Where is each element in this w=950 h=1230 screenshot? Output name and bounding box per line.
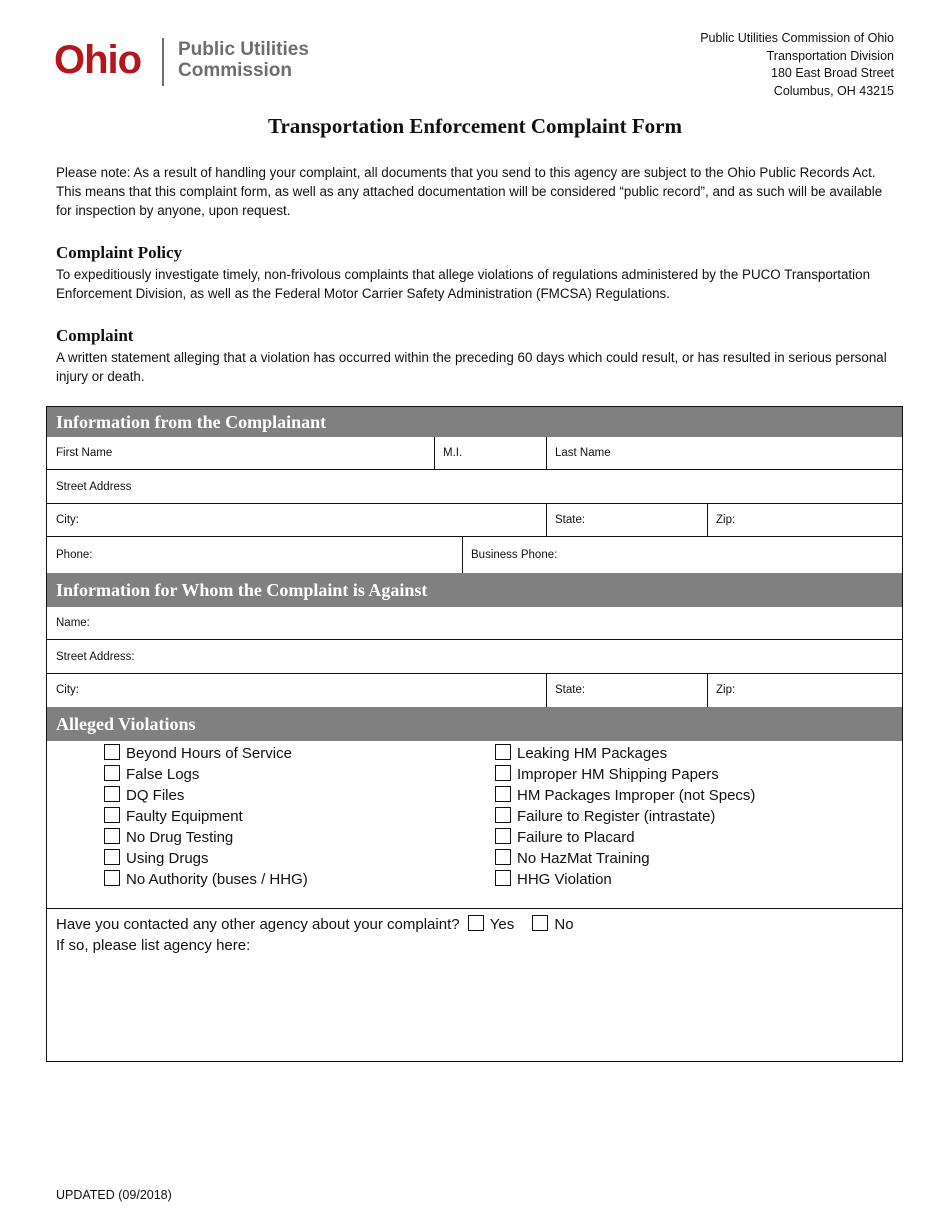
checkbox[interactable] [104, 744, 120, 760]
city-label: City: [56, 684, 79, 696]
public-records-notice: Please note: As a result of handling your complaint, all documents that you send to this agency are subject to the Ohio Public Records Act. This means that this complaint form, as well as any attached documentation will be considered “public record”, and as such will be available for inspection by anyone, upon request. [56, 165, 883, 218]
complainant-street-field[interactable] [47, 470, 902, 504]
checkbox[interactable] [495, 870, 511, 886]
complaint-policy-heading: Complaint Policy [56, 243, 183, 262]
violation-option[interactable] [104, 765, 199, 785]
complainant-phone-field[interactable] [47, 537, 462, 573]
violation-label: No HazMat Training [517, 850, 650, 867]
violation-option[interactable] [495, 744, 667, 764]
complainant-section-header: Information from the Complainant [47, 407, 902, 437]
other-agency-question-row [56, 915, 574, 935]
violation-option[interactable] [495, 849, 650, 869]
updated-date: UPDATED (09/2018) [56, 1188, 172, 1202]
cell-divider [707, 674, 708, 707]
no-checkbox[interactable] [532, 915, 548, 931]
agency-address [700, 30, 894, 100]
violation-option[interactable] [104, 870, 308, 890]
cell-divider [546, 674, 547, 707]
address-line: 180 East Broad Street [771, 66, 894, 80]
business-phone-label: Business Phone: [471, 549, 558, 561]
no-label: No [554, 916, 574, 933]
zip-label: Zip: [716, 684, 736, 696]
cell-divider [434, 437, 435, 470]
checkbox[interactable] [495, 807, 511, 823]
checkbox[interactable] [495, 765, 511, 781]
yes-checkbox[interactable] [468, 915, 484, 931]
address-line: Columbus, OH 43215 [773, 83, 894, 98]
violation-label: No Authority (buses / HHG) [126, 871, 308, 888]
checkbox[interactable] [495, 849, 511, 865]
violations-section-header: Alleged Violations [47, 707, 902, 741]
name-label: Name: [56, 617, 90, 629]
state-label: State: [555, 514, 586, 526]
logo-org-line1: Public Utilities [178, 39, 309, 60]
checkbox[interactable] [104, 870, 120, 886]
complainant-state-field[interactable] [546, 504, 707, 537]
violation-label: DQ Files [126, 787, 185, 804]
middle-initial-field[interactable] [434, 437, 546, 470]
violation-option[interactable] [104, 828, 233, 848]
other-agency-question: Have you contacted any other agency about your complaint? [56, 916, 460, 933]
agency-list-prompt: If so, please list agency here: [56, 937, 251, 954]
violation-label: HHG Violation [517, 871, 612, 888]
respondent-name-field[interactable] [47, 607, 902, 640]
respondent-city-field[interactable] [47, 674, 546, 707]
respondent-section-header: Information for Whom the Complaint is Against [47, 573, 902, 607]
violation-option[interactable] [495, 786, 755, 806]
complainant-zip-field[interactable] [707, 504, 902, 537]
violation-option[interactable] [495, 828, 635, 848]
violation-label: False Logs [126, 766, 200, 783]
address-line: Public Utilities Commission of Ohio [700, 31, 894, 45]
checkbox[interactable] [104, 765, 120, 781]
violation-label: Using Drugs [126, 850, 209, 867]
violation-label: No Drug Testing [126, 829, 234, 846]
middle-initial-label: M.I. [443, 447, 463, 459]
puco-logo [54, 36, 324, 88]
phone-label: Phone: [56, 549, 93, 561]
complainant-city-field[interactable] [47, 504, 546, 537]
checkbox[interactable] [104, 807, 120, 823]
state-label: State: [555, 684, 586, 696]
violation-option[interactable] [104, 807, 243, 827]
checkbox[interactable] [495, 744, 511, 760]
violations-checklist [47, 741, 902, 909]
street-address-label: Street Address [56, 481, 132, 493]
violation-label: HM Packages Improper (not Specs) [517, 787, 756, 804]
agency-list-area[interactable] [56, 961, 886, 1051]
first-name-field[interactable] [47, 437, 434, 470]
street-address-label: Street Address: [56, 651, 135, 663]
violation-option[interactable] [104, 849, 209, 869]
checkbox[interactable] [495, 786, 511, 802]
checkbox[interactable] [104, 849, 120, 865]
violation-label: Failure to Register (intrastate) [517, 808, 716, 825]
logo-ohio-text: Ohio [54, 38, 142, 82]
form-title: Transportation Enforcement Complaint Form [268, 114, 682, 138]
violation-option[interactable] [104, 786, 184, 806]
violation-label: Failure to Placard [517, 829, 635, 846]
other-agency-section [47, 909, 902, 1061]
violation-option[interactable] [495, 870, 612, 890]
violation-option[interactable] [495, 807, 715, 827]
checkbox[interactable] [104, 828, 120, 844]
violation-label: Improper HM Shipping Papers [517, 766, 719, 783]
violation-label: Beyond Hours of Service [126, 745, 292, 762]
last-name-field[interactable] [546, 437, 902, 470]
violation-option[interactable] [495, 765, 719, 785]
yes-label: Yes [489, 916, 515, 933]
last-name-label: Last Name [555, 447, 611, 459]
violation-option[interactable] [104, 744, 292, 764]
cell-divider [546, 437, 547, 470]
respondent-street-field[interactable] [47, 640, 902, 674]
complaint-form [46, 406, 903, 1062]
complaint-policy-text: To expeditiously investigate timely, non-frivolous complaints that allege violations of regulations administered by the PUCO Transportation Enforcement Division, as well as the Federal Motor Carrier Safety Administration (FMCSA) Regulations. [56, 267, 871, 301]
cell-divider [462, 537, 463, 573]
logo-org-name [178, 39, 309, 81]
logo-divider [162, 38, 164, 86]
violation-label: Leaking HM Packages [517, 745, 668, 762]
checkbox[interactable] [104, 786, 120, 802]
complaint-heading: Complaint [56, 326, 134, 345]
violation-label: Faulty Equipment [126, 808, 243, 825]
checkbox[interactable] [495, 828, 511, 844]
zip-label: Zip: [716, 514, 736, 526]
cell-divider [707, 504, 708, 537]
first-name-label: First Name [56, 447, 113, 459]
logo-org-line2: Commission [178, 60, 293, 81]
city-label: City: [56, 514, 79, 526]
respondent-state-field[interactable] [546, 674, 707, 707]
address-line: Transportation Division [766, 48, 894, 63]
respondent-zip-field[interactable] [707, 674, 902, 707]
complainant-business-phone-field[interactable] [462, 537, 902, 573]
complaint-definition-text: A written statement alleging that a violation has occurred within the preceding 60 days which could result, or has resulted in serious personal injury or death. [56, 350, 887, 384]
cell-divider [546, 504, 547, 537]
